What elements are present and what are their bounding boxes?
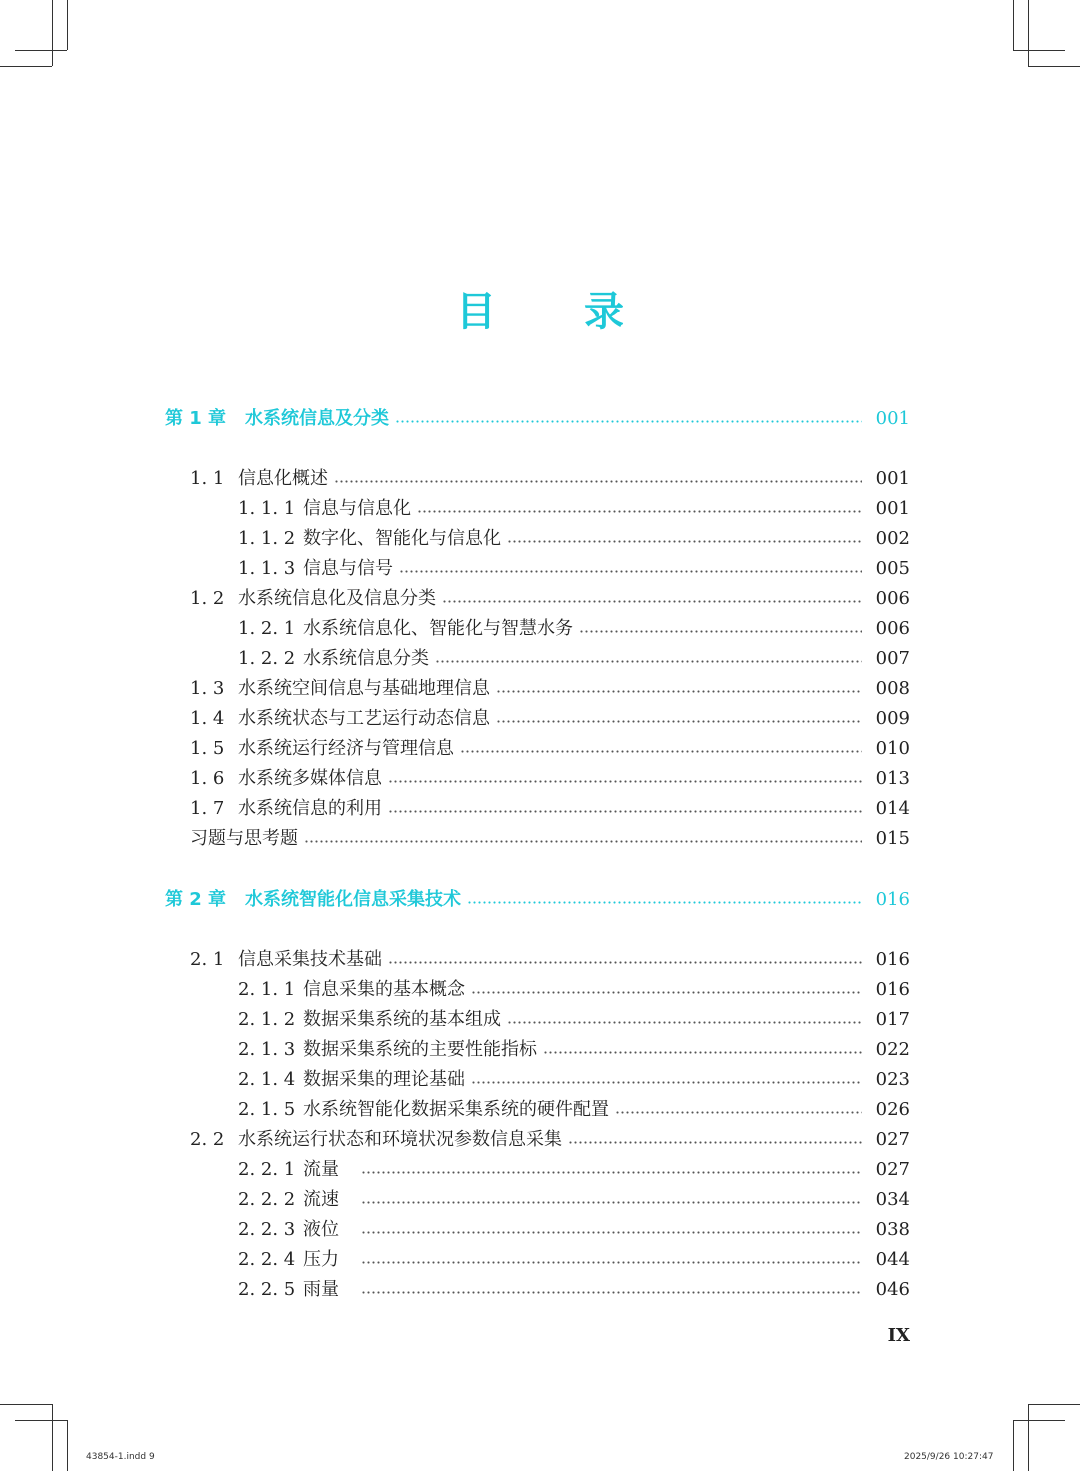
dot-leader [471,1081,862,1084]
toc-entry[interactable] [0,1155,1080,1185]
toc-entry[interactable] [0,1125,1080,1155]
entry-number: 2. 2. 4 [238,1249,296,1270]
entry-number: 1. 1 [190,468,225,489]
page-number: 009 [875,708,910,729]
page-number: 016 [875,889,910,910]
entry-number: 2. 1. 5 [238,1099,296,1120]
entry-title: 数据采集系统的基本组成 [303,1009,501,1030]
page-number: 008 [875,678,910,699]
dot-leader [507,540,862,543]
dot-leader [496,720,862,723]
dot-leader [460,750,862,753]
toc-entry[interactable] [0,1005,1080,1035]
toc-chapter-2[interactable] [0,885,1080,915]
entry-title: 水系统空间信息与基础地理信息 [238,678,490,699]
entry-title: 信息采集技术基础 [238,949,382,970]
page-number: 044 [875,1249,910,1270]
page-number: 002 [875,528,910,549]
entry-number: 2. 1. 3 [238,1039,296,1060]
toc-entry[interactable] [0,644,1080,674]
toc-entry[interactable] [0,794,1080,824]
entry-title: 流量 [303,1159,339,1180]
toc-entry[interactable] [0,704,1080,734]
entry-number: 2. 2. 5 [238,1279,296,1300]
dot-leader [304,840,862,843]
entry-title: 压力 [303,1249,339,1270]
page-number: 001 [875,408,910,429]
toc-entry[interactable] [0,1095,1080,1125]
entry-number: 2. 1 [190,949,225,970]
entry-number: 1. 3 [190,678,225,699]
entry-number: 1. 2. 1 [238,618,296,639]
entry-number: 2. 1. 2 [238,1009,296,1030]
entry-title: 习题与思考题 [190,828,298,849]
toc-entry[interactable] [0,524,1080,554]
page-number: 016 [875,979,910,1000]
chapter-number: 第 2 章 [165,889,227,910]
dot-leader [442,600,862,603]
entry-number: 2. 1. 1 [238,979,296,1000]
chapter-title: 水系统信息及分类 [245,408,389,429]
entry-number: 2. 1. 4 [238,1069,296,1090]
page-number: 013 [875,768,910,789]
dot-leader [361,1291,862,1294]
entry-number: 1. 4 [190,708,225,729]
entry-title: 水系统信息化、智能化与智慧水务 [303,618,573,639]
toc-entry[interactable] [0,464,1080,494]
page-number: 015 [875,828,910,849]
entry-title: 信息与信息化 [303,498,411,519]
toc-entry[interactable] [0,945,1080,975]
page-number: 014 [875,798,910,819]
entry-number: 1. 1. 3 [238,558,296,579]
dot-leader [543,1051,862,1054]
dot-leader [568,1141,862,1144]
page-number: 022 [875,1039,910,1060]
page-number: 006 [875,588,910,609]
entry-number: 1. 7 [190,798,225,819]
entry-title: 水系统信息分类 [303,648,429,669]
page-number: 026 [875,1099,910,1120]
dot-leader [471,991,862,994]
title-char-2: 录 [584,289,624,335]
entry-number: 1. 6 [190,768,225,789]
toc-entry[interactable] [0,1065,1080,1095]
entry-title: 信息化概述 [238,468,328,489]
dot-leader [334,480,862,483]
toc-entry[interactable] [0,1215,1080,1245]
entry-title: 数据采集的理论基础 [303,1069,465,1090]
dot-leader [361,1201,862,1204]
entry-number: 1. 1. 1 [238,498,296,519]
entry-number: 1. 5 [190,738,225,759]
entry-title: 水系统运行经济与管理信息 [238,738,454,759]
toc-entry[interactable] [0,975,1080,1005]
toc-chapter-1[interactable] [0,404,1080,434]
page-number: 001 [875,468,910,489]
dot-leader [388,780,862,783]
dot-leader [417,510,862,513]
page-number: 023 [875,1069,910,1090]
entry-title: 水系统运行状态和环境状况参数信息采集 [238,1129,562,1150]
entry-title: 信息与信号 [303,558,393,579]
entry-title: 水系统信息的利用 [238,798,382,819]
toc-entry[interactable] [0,734,1080,764]
dot-leader [361,1261,862,1264]
dot-leader [507,1021,862,1024]
dot-leader [388,810,862,813]
dot-leader [361,1171,862,1174]
toc-entry[interactable] [0,1275,1080,1305]
toc-entry[interactable] [0,554,1080,584]
dot-leader [615,1111,862,1114]
slug-file-info: 43854-1.indd 9 [86,1452,155,1462]
chapter-number: 第 1 章 [165,408,227,429]
toc-entry[interactable] [0,494,1080,524]
toc-entry[interactable] [0,674,1080,704]
dot-leader [395,420,862,423]
entry-title: 水系统信息化及信息分类 [238,588,436,609]
entry-number: 1. 2. 2 [238,648,296,669]
dot-leader [361,1231,862,1234]
dot-leader [579,630,862,633]
entry-number: 2. 2. 3 [238,1219,296,1240]
toc-entry-exercises[interactable] [0,824,1080,854]
toc-entry[interactable] [0,1185,1080,1215]
page-folio: IX [887,1325,910,1346]
toc-entry[interactable] [0,764,1080,794]
entry-title: 数据采集系统的主要性能指标 [303,1039,537,1060]
entry-title: 水系统智能化数据采集系统的硬件配置 [303,1099,609,1120]
entry-title: 水系统状态与工艺运行动态信息 [238,708,490,729]
page-number: 046 [875,1279,910,1300]
dot-leader [435,660,862,663]
toc-entry[interactable] [0,1245,1080,1275]
entry-title: 液位 [303,1219,339,1240]
entry-number: 2. 2. 1 [238,1159,296,1180]
page-number: 034 [875,1189,910,1210]
page-number: 005 [875,558,910,579]
dot-leader [388,961,862,964]
page-number: 027 [875,1159,910,1180]
toc-entry[interactable] [0,614,1080,644]
entry-title: 信息采集的基本概念 [303,979,465,1000]
page-number: 010 [875,738,910,759]
dot-leader [496,690,862,693]
toc-entry[interactable] [0,1035,1080,1065]
slug-timestamp: 2025/9/26 10:27:47 [904,1452,994,1462]
entry-title: 雨量 [303,1279,339,1300]
page-number: 038 [875,1219,910,1240]
page-number: 006 [875,618,910,639]
page-number: 016 [875,949,910,970]
entry-title: 流速 [303,1189,339,1210]
entry-number: 2. 2. 2 [238,1189,296,1210]
entry-title: 数字化、智能化与信息化 [303,528,501,549]
dot-leader [467,901,862,904]
page-number: 007 [875,648,910,669]
entry-number: 1. 2 [190,588,225,609]
entry-number: 1. 1. 2 [238,528,296,549]
entry-title: 水系统多媒体信息 [238,768,382,789]
page-number: 017 [875,1009,910,1030]
dot-leader [399,570,862,573]
toc-entry[interactable] [0,584,1080,614]
title-char-1: 目 [456,289,496,335]
chapter-title: 水系统智能化信息采集技术 [245,889,461,910]
page-number: 001 [875,498,910,519]
page-number: 027 [875,1129,910,1150]
entry-number: 2. 2 [190,1129,225,1150]
